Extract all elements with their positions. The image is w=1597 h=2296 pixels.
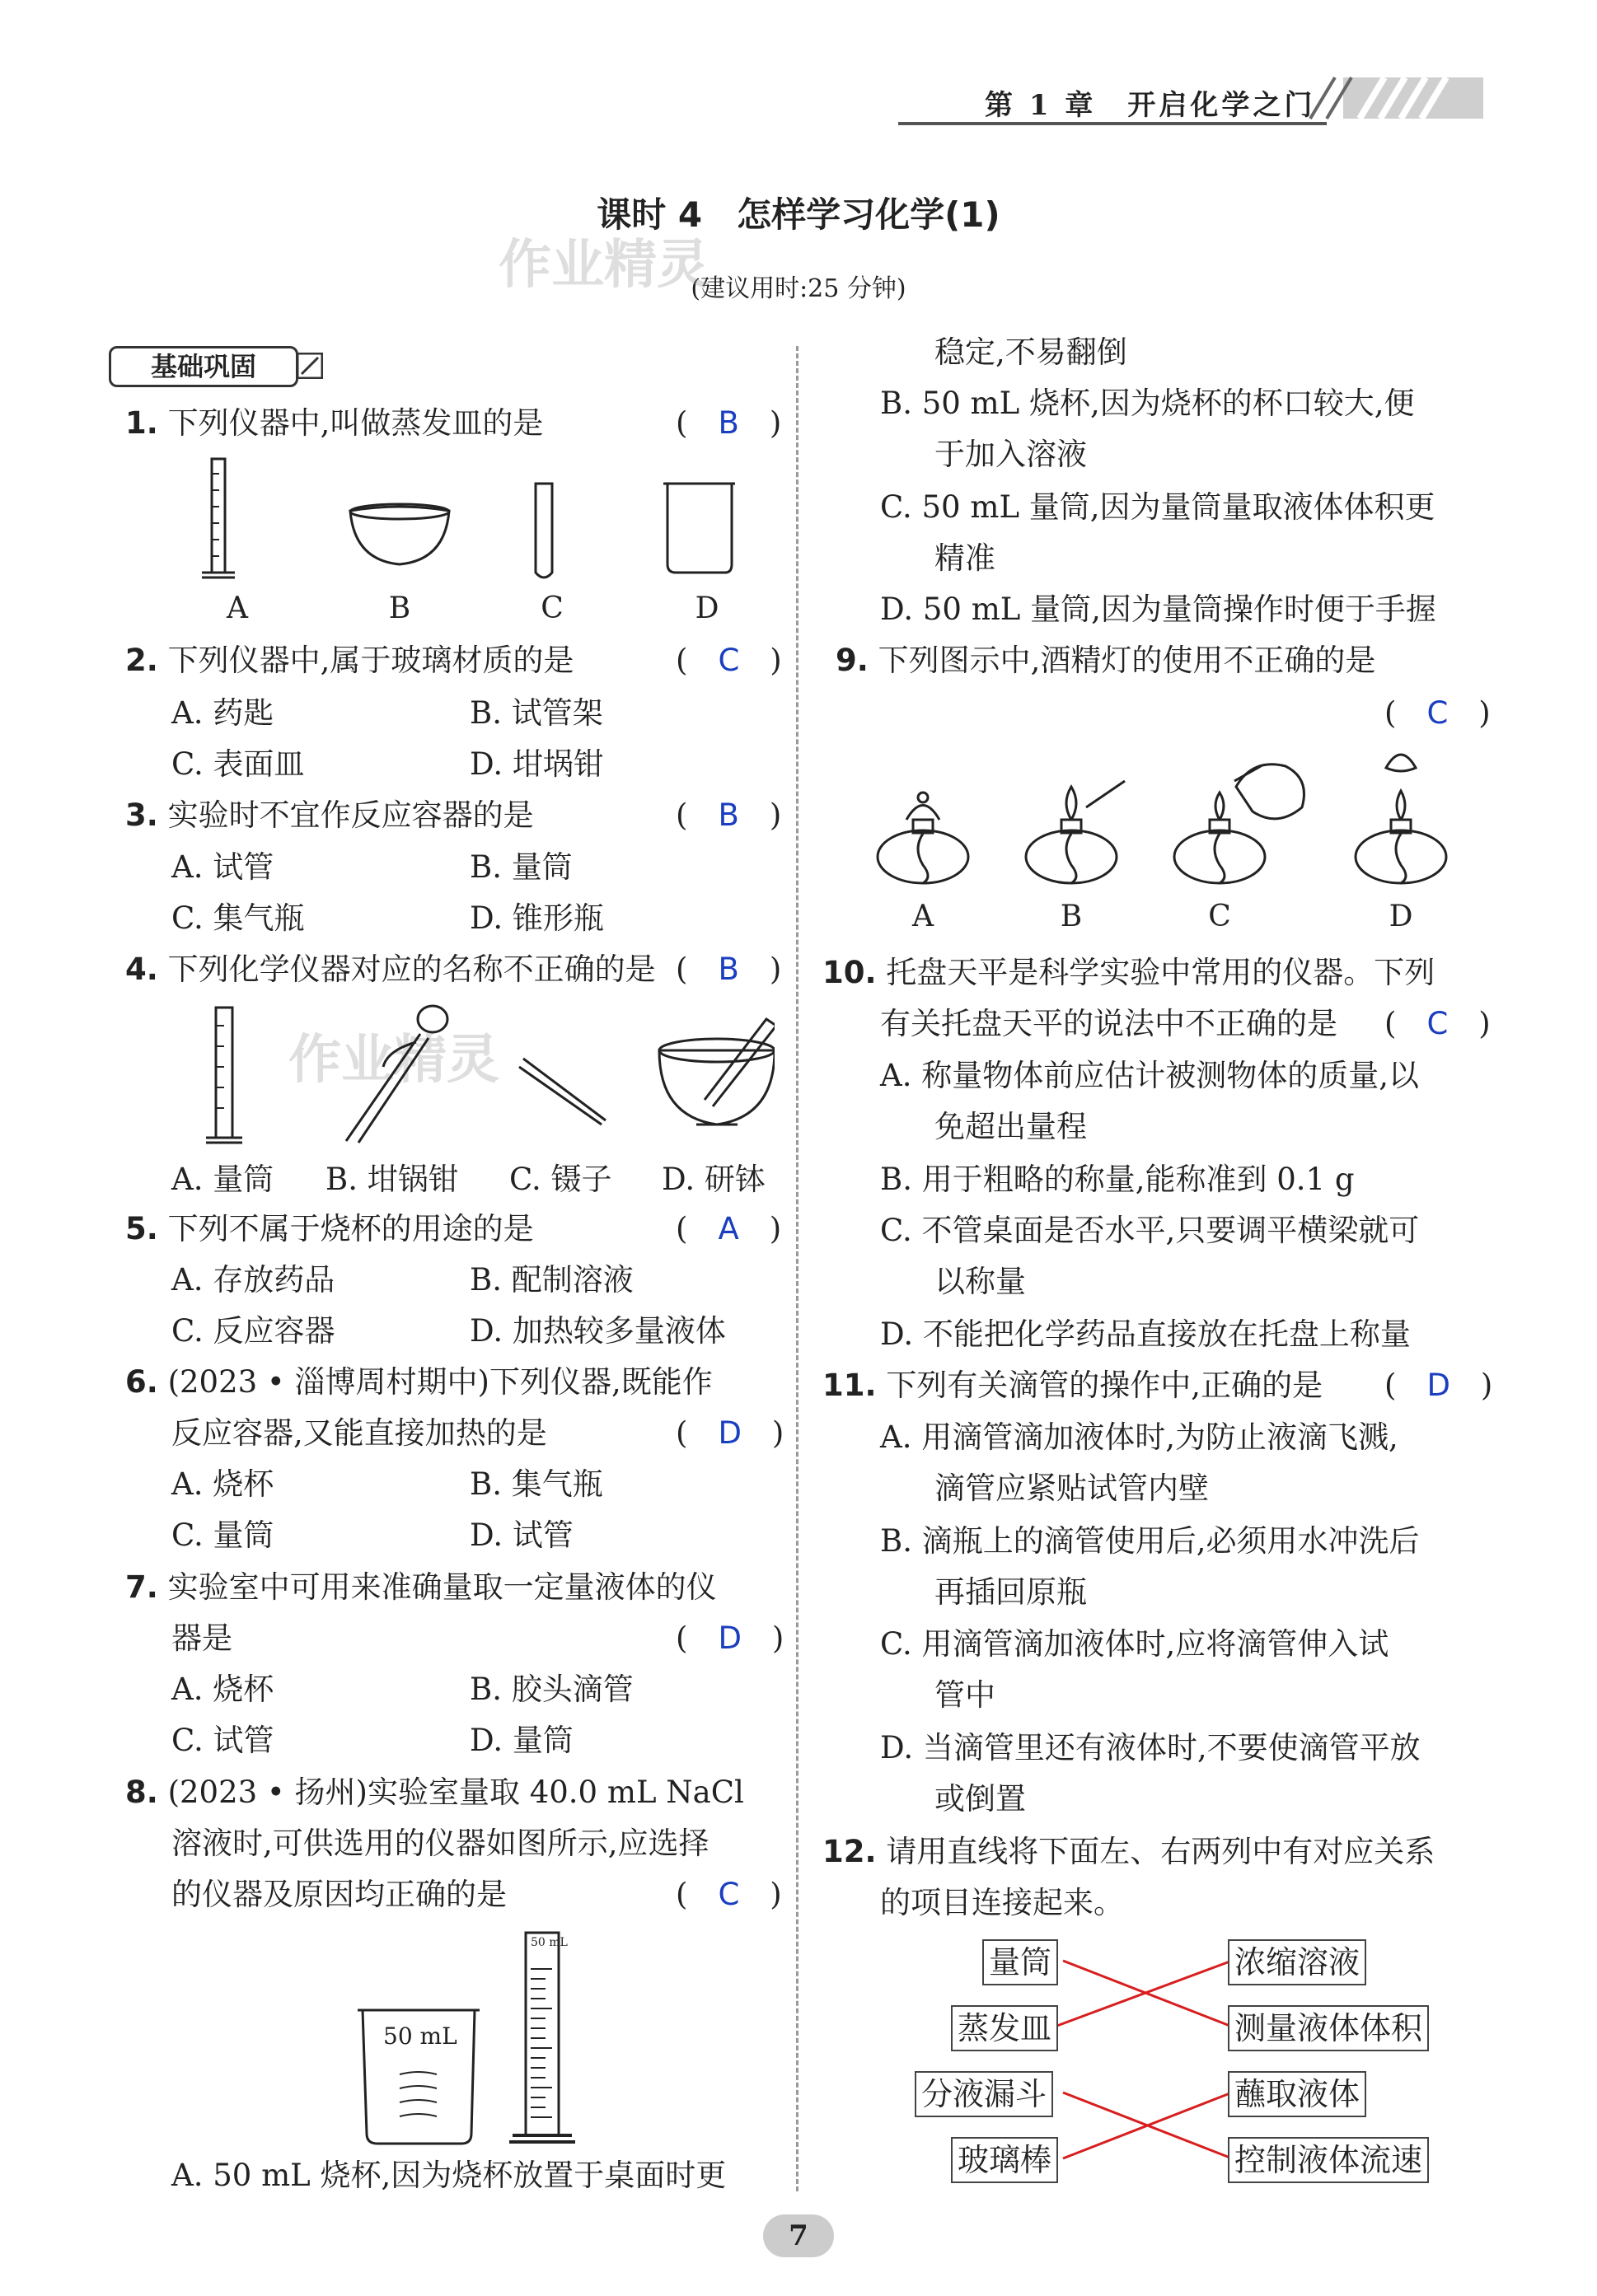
option: C. 集气瓶 (171, 900, 305, 936)
answer-3: ( B ) (676, 797, 782, 833)
match-right-2[interactable]: 测量液体体积 (1228, 2005, 1429, 2051)
question-8: 8. (2023 • 扬州)实验室量取 40.0 mL NaCl (125, 1775, 744, 1810)
q1-label-d: D (695, 592, 719, 625)
answer-2: ( C ) (676, 643, 782, 678)
q1-label-c: C (541, 592, 564, 625)
q1-label-b: B (388, 592, 411, 625)
chapter-header: 第 1 章 开启化学之门 (985, 89, 1316, 122)
q11-option-a: A. 用滴管滴加液体时,为防止液滴飞溅, (880, 1419, 1398, 1455)
q8-option-b: B. 50 mL 烧杯,因为烧杯的杯口较大,便 (880, 386, 1415, 421)
match-left-2[interactable]: 蒸发皿 (951, 2005, 1058, 2051)
answer-5: ( A ) (676, 1211, 782, 1246)
answer-1: ( B ) (676, 405, 782, 441)
q11-option-b-cont: 再插回原瓶 (934, 1574, 1087, 1610)
answer-8: ( C ) (676, 1877, 782, 1912)
match-right-3[interactable]: 蘸取液体 (1228, 2071, 1366, 2117)
option: A. 量筒 (171, 1162, 274, 1197)
question-6: 6. (2023 • 淄博周村期中)下列仪器,既能作 (125, 1364, 713, 1400)
header-underline (898, 122, 1327, 125)
question-11: 11. 下列有关滴管的操作中,正确的是 (822, 1368, 1323, 1403)
option: A. 药匙 (171, 695, 274, 731)
q9-label-d: D (1389, 900, 1413, 933)
q9-alcohol-lamps-figure (873, 741, 1450, 898)
question-9: 9. 下列图示中,酒精灯的使用不正确的是 (836, 643, 1376, 678)
beaker-label: 50 mL (383, 2022, 457, 2050)
q11-option-c: C. 用滴管滴加液体时,应将滴管伸入试 (880, 1626, 1389, 1662)
option: B. 胶头滴管 (470, 1672, 634, 1707)
q8-option-c: C. 50 mL 量筒,因为量筒量取液体体积更 (880, 489, 1435, 525)
q8-option-c-cont: 精准 (934, 540, 995, 576)
match-right-4[interactable]: 控制液体流速 (1228, 2137, 1429, 2183)
question-8-cont: 的仪器及原因均正确的是 (171, 1877, 507, 1912)
option: A. 试管 (171, 849, 274, 885)
question-12-cont: 的项目连接起来。 (880, 1885, 1124, 1920)
page-number: 7 (763, 2214, 834, 2257)
note-icon (297, 353, 323, 379)
question-8-cont: 溶液时,可供选用的仪器如图所示,应选择 (171, 1826, 710, 1861)
q1-label-a: A (227, 592, 248, 625)
option: D. 研钵 (662, 1162, 766, 1197)
question-1: 1. 下列仪器中,叫做蒸发皿的是 (125, 405, 544, 441)
answer-6: ( D ) (676, 1415, 784, 1451)
option: B. 量筒 (470, 849, 573, 885)
option: B. 集气瓶 (470, 1466, 603, 1502)
option: C. 镊子 (509, 1162, 612, 1197)
match-left-1[interactable]: 量筒 (982, 1939, 1058, 1985)
option: C. 试管 (171, 1723, 274, 1758)
q8-option-a-cont: 稳定,不易翻倒 (934, 334, 1127, 370)
question-10-cont: 有关托盘天平的说法中不正确的是 (880, 1006, 1337, 1041)
option: C. 量筒 (171, 1517, 274, 1553)
q10-option-b: B. 用于粗略的称量,能称准到 0.1 g (880, 1162, 1355, 1197)
q11-option-d: D. 当滴管里还有液体时,不要使滴管平放 (880, 1730, 1421, 1765)
q1-instruments-figure (198, 457, 742, 589)
q10-option-d: D. 不能把化学药品直接放在托盘上称量 (880, 1316, 1411, 1352)
question-2: 2. 下列仪器中,属于玻璃材质的是 (125, 643, 574, 678)
question-6-cont: 反应容器,又能直接加热的是 (171, 1415, 547, 1451)
answer-7: ( D ) (676, 1620, 784, 1656)
watermark: 作业精灵 (499, 235, 710, 296)
q10-option-c-cont: 以称量 (934, 1264, 1026, 1299)
option: A. 存放药品 (171, 1262, 335, 1298)
page-title: 课时 4 怎样学习化学(1) (597, 194, 1000, 235)
option: D. 加热较多量液体 (470, 1313, 726, 1349)
page-subtitle: (建议用时:25 分钟) (691, 274, 906, 303)
question-12: 12. 请用直线将下面左、右两列中有对应关系 (822, 1834, 1435, 1869)
watermark: 作业精灵 (288, 1030, 499, 1091)
match-left-3[interactable]: 分液漏斗 (915, 2071, 1053, 2117)
question-5: 5. 下列不属于烧杯的用途的是 (125, 1211, 534, 1246)
column-divider (796, 346, 798, 2191)
q11-option-d-cont: 或倒置 (934, 1781, 1026, 1817)
question-7: 7. 实验室中可用来准确量取一定量液体的仪 (125, 1569, 717, 1605)
option: D. 量筒 (470, 1723, 574, 1758)
q11-option-a-cont: 滴管应紧贴试管内壁 (934, 1471, 1209, 1506)
option: D. 锥形瓶 (470, 900, 604, 936)
q9-label-b: B (1060, 900, 1083, 933)
answer-11: ( D ) (1384, 1368, 1493, 1403)
cylinder-label: 50 mL (531, 1936, 568, 1949)
option: C. 反应容器 (171, 1313, 335, 1349)
q8-option-d: D. 50 mL 量筒,因为量筒操作时便于手握 (880, 592, 1436, 627)
option: A. 烧杯 (171, 1672, 274, 1707)
q4-instruments-figure (198, 1001, 775, 1149)
q8-option-b-cont: 于加入溶液 (934, 437, 1087, 472)
q8-option-a: A. 50 mL 烧杯,因为烧杯放置于桌面时更 (171, 2158, 727, 2193)
option: B. 配制溶液 (470, 1262, 634, 1298)
match-left-4[interactable]: 玻璃棒 (951, 2137, 1058, 2183)
q10-option-a: A. 称量物体前应估计被测物体的质量,以 (880, 1058, 1420, 1093)
question-10: 10. 托盘天平是科学实验中常用的仪器。下列 (822, 955, 1435, 990)
answer-10: ( C ) (1384, 1006, 1491, 1041)
q9-label-c: C (1208, 900, 1231, 933)
q11-option-c-cont: 管中 (934, 1677, 995, 1713)
question-3: 3. 实验时不宜作反应容器的是 (125, 797, 534, 833)
question-7-cont: 器是 (171, 1620, 232, 1656)
question-4: 4. 下列化学仪器对应的名称不正确的是 (125, 952, 656, 987)
answer-9: ( C ) (1384, 695, 1491, 731)
q10-option-c: C. 不管桌面是否水平,只要调平横梁就可 (880, 1213, 1420, 1248)
q9-label-a: A (912, 900, 934, 933)
option: B. 坩锅钳 (325, 1162, 459, 1197)
option: C. 表面皿 (171, 746, 305, 782)
q10-option-a-cont: 免超出量程 (934, 1109, 1087, 1144)
answer-4: ( B ) (676, 952, 782, 987)
match-right-1[interactable]: 浓缩溶液 (1228, 1939, 1366, 1985)
option: D. 坩埚钳 (470, 746, 604, 782)
section-tag: 基础巩固 (109, 346, 298, 387)
q11-option-b: B. 滴瓶上的滴管使用后,必须用水冲洗后 (880, 1523, 1420, 1559)
option: A. 烧杯 (171, 1466, 274, 1502)
option: D. 试管 (470, 1517, 574, 1553)
option: B. 试管架 (470, 695, 603, 731)
